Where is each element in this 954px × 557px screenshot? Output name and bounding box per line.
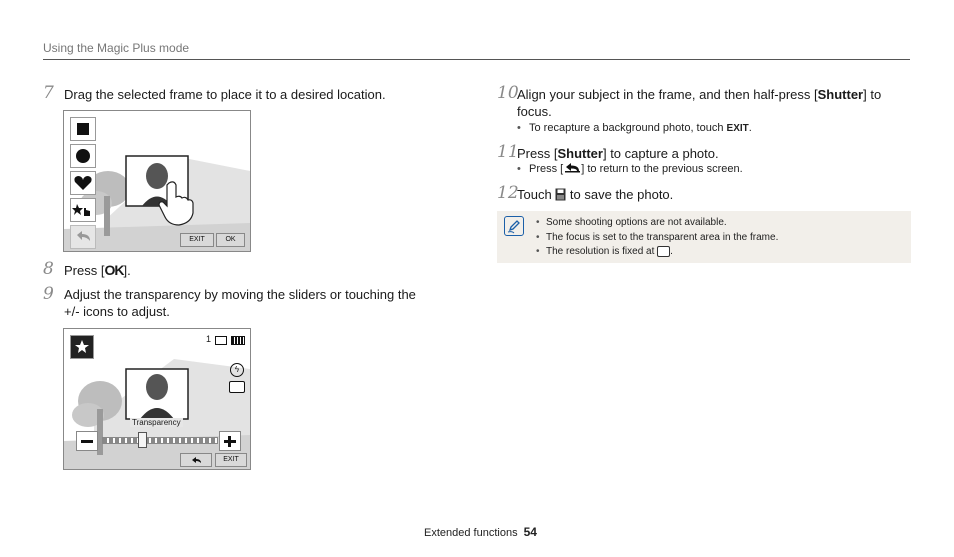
step-10-bullet <box>529 121 752 136</box>
step-11-text <box>517 145 719 162</box>
resolution-size-icon <box>657 246 670 257</box>
square-shape-icon <box>77 123 89 135</box>
footer-label: Extended functions <box>424 527 518 539</box>
shutter-key-label: Shutter <box>817 87 864 102</box>
square-frame-button[interactable] <box>70 117 96 141</box>
battery-icon <box>231 336 245 345</box>
step-10-pre: Align your subject in the frame, and then half-press [ <box>517 87 818 102</box>
step-11-bullet-post: ] to return to the previous screen. <box>581 163 743 175</box>
step-9-line-1: Adjust the transparency by moving the sliders or touching the <box>64 287 416 302</box>
step-10-bullet-post: . <box>748 122 752 134</box>
header-rule <box>43 59 910 60</box>
step-11-bullet-pre: Press [ <box>529 163 564 175</box>
step-9-number: 9 <box>43 284 54 304</box>
step-12-pre: Touch <box>517 187 556 202</box>
step-11-pre: Press [ <box>517 146 558 161</box>
heart-shape-icon <box>71 172 95 194</box>
step-8-pre: Press [ <box>64 263 105 278</box>
transparency-label: Transparency <box>132 418 181 427</box>
ok-button-icon: OK <box>104 262 124 278</box>
save-icon <box>555 188 566 201</box>
exit-button[interactable]: EXIT <box>180 233 214 247</box>
step-11-number: 11 <box>497 142 519 162</box>
circle-frame-button[interactable] <box>70 144 96 168</box>
custom-frame-button[interactable] <box>70 198 96 222</box>
shot-count: 1 <box>206 334 212 344</box>
section-header: Using the Magic Plus mode <box>43 41 190 55</box>
step-12-number: 12 <box>497 183 519 203</box>
step-7-number: 7 <box>43 83 54 103</box>
step-8-text <box>64 262 131 279</box>
plus-icon-v <box>228 436 231 447</box>
star-hand-icon <box>71 199 95 221</box>
resolution-icon <box>229 381 245 393</box>
camera-screen-transparency <box>63 328 251 470</box>
step-10-line-1 <box>517 86 881 103</box>
back-button[interactable] <box>180 453 212 467</box>
exit-button-2[interactable]: EXIT <box>215 453 247 467</box>
step-11-post: ] to capture a photo. <box>602 146 719 161</box>
note-item-1: • Some shooting options are not available. <box>546 216 727 229</box>
circle-shape-icon <box>76 149 90 163</box>
step-12-text <box>517 186 673 203</box>
decrease-button[interactable] <box>76 431 98 451</box>
step-12-post: to save the photo. <box>566 187 674 202</box>
exit-glyph: EXIT <box>726 123 749 134</box>
transparency-slider[interactable] <box>102 437 218 444</box>
note-item-3-post: . <box>670 246 673 257</box>
step-11-bullet <box>529 162 743 176</box>
note-item-3 <box>546 245 673 258</box>
increase-button[interactable] <box>219 431 241 451</box>
minus-icon <box>81 440 93 443</box>
footer <box>424 525 537 539</box>
ok-button[interactable]: OK <box>216 233 245 247</box>
note-item-2: • The focus is set to the transparent area in the frame. <box>546 231 778 244</box>
return-icon <box>563 162 581 173</box>
step-10-number: 10 <box>497 83 519 103</box>
page-number: 54 <box>523 525 537 539</box>
step-10-post: ] to <box>863 87 882 102</box>
return-arrow-icon <box>189 455 203 465</box>
step-7-text: Drag the selected frame to place it to a desired location. <box>64 87 386 102</box>
memory-card-icon <box>215 336 227 345</box>
shutter-key-label-2: Shutter <box>557 146 603 161</box>
step-10-line-2: focus. <box>517 104 552 119</box>
step-8-number: 8 <box>43 259 54 279</box>
back-button-disabled[interactable] <box>70 225 96 249</box>
step-8-post: ]. <box>123 263 131 278</box>
note-pencil-icon <box>504 216 524 236</box>
slider-handle[interactable] <box>138 432 147 448</box>
flash-off-icon: ϟ <box>230 363 244 377</box>
step-10-bullet-pre: To recapture a background photo, touch <box>529 122 727 134</box>
note-item-3-pre: The resolution is fixed at <box>546 246 658 257</box>
back-arrow-icon <box>71 226 95 248</box>
step-9-line-2: +/- icons to adjust. <box>64 304 170 319</box>
magic-frame-mode-icon <box>70 335 94 359</box>
camera-screen-frame-select <box>63 110 251 252</box>
heart-frame-button[interactable] <box>70 171 96 195</box>
